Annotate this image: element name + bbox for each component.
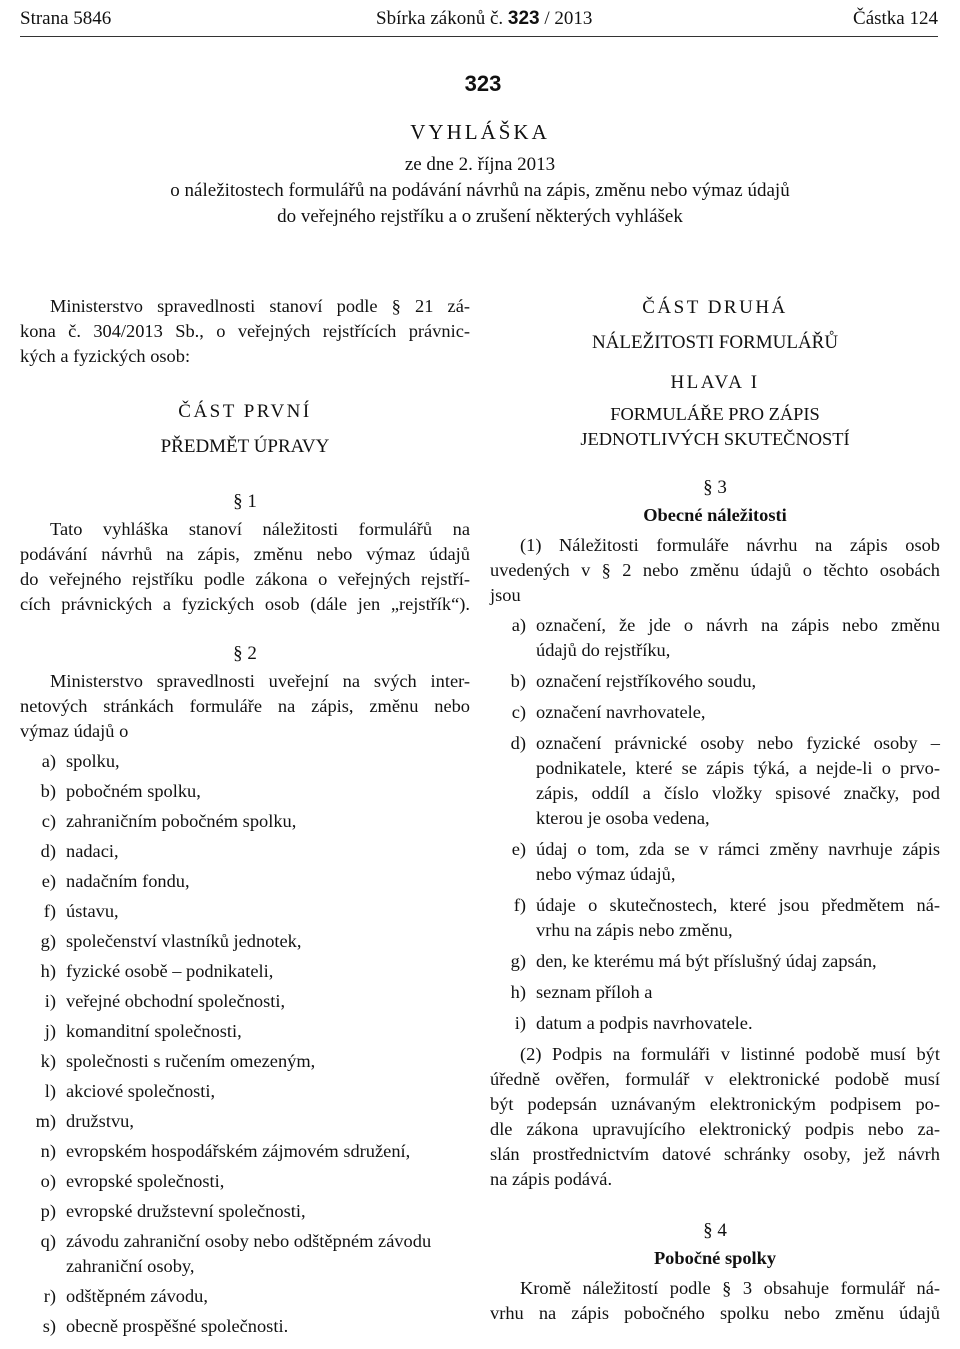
list-item-text: družstvu, xyxy=(66,1111,134,1131)
list-item-line: údaj o tom, zda se v rámci změny navrhuje zápis xyxy=(536,839,940,859)
list-item-text: veřejné obchodní společnosti, xyxy=(66,991,286,1011)
list-item-text xyxy=(536,837,940,887)
paragraph-line: do veřejného rejstříku podle zákona o veřejných rejstří- xyxy=(20,569,470,589)
paragraph-line: Kromě náležitostí podle § 3 obsahuje formulář ná- xyxy=(520,1278,940,1298)
list-item xyxy=(20,1019,470,1044)
list-item-text xyxy=(536,980,940,1005)
list-item-text xyxy=(536,1011,940,1036)
list-item-marker: n) xyxy=(40,1141,56,1161)
list-item-line: datum a podpis navrhovatele. xyxy=(536,1013,753,1033)
list-item-text: evropské družstevní společnosti, xyxy=(66,1201,306,1221)
list-item-line: údajů do rejstříku, xyxy=(536,640,671,660)
list-item-marker: c) xyxy=(511,702,526,722)
list-item-text: obecně prospěšné společnosti. xyxy=(66,1316,289,1336)
list-item-text xyxy=(536,669,940,694)
list-item-text: závodu zahraniční osoby nebo odštěpném závodu zahraniční osoby, xyxy=(66,1231,432,1276)
paragraph-line: Tato vyhláška stanoví náležitosti formulářů na xyxy=(50,519,470,539)
paragraph-line: být podepsán uznávaným elektronickým podpisem po- xyxy=(490,1094,940,1114)
chapter-title-line: JEDNOTLIVÝCH SKUTEČNOSTÍ xyxy=(580,429,850,449)
list-item xyxy=(20,1079,470,1104)
list-item-marker: c) xyxy=(41,811,56,831)
list-item-text xyxy=(536,731,940,831)
list-item-marker: d) xyxy=(40,841,56,861)
list-item xyxy=(20,1229,470,1279)
paragraph-line: výmaz údajů o xyxy=(20,721,129,741)
part-subheading: PŘEDMĚT ÚPRAVY xyxy=(160,436,330,457)
list-item xyxy=(20,1049,470,1074)
list-item xyxy=(20,929,470,954)
collection-title xyxy=(376,8,592,30)
list-item-line: nebo výmaz údajů, xyxy=(536,864,676,884)
intro-line: Ministerstvo spravedlnosti stanoví podle § 21 zá- xyxy=(50,296,470,316)
list-item-marker: f) xyxy=(43,901,56,921)
list-item xyxy=(20,1284,470,1309)
header-rule xyxy=(20,36,938,37)
list-item-text: zahraničním pobočném spolku, xyxy=(66,811,297,831)
list-item-marker: h) xyxy=(510,982,526,1002)
paragraph-line: dle zákona upravujícího elektronický podpis nebo za- xyxy=(490,1119,940,1139)
section-title: Obecné náležitosti xyxy=(643,505,787,525)
list-item-text: fyzické osobě – podnikateli, xyxy=(66,961,274,981)
part-label: Částka 124 xyxy=(853,8,938,29)
section-2-list xyxy=(20,749,470,1339)
section-2-paragraph xyxy=(20,669,470,744)
intro-paragraph xyxy=(20,294,470,369)
paragraph-line: Ministerstvo spravedlnosti uveřejní na svých inter- xyxy=(50,671,470,691)
list-item-line: vrhu na zápis nebo změnu, xyxy=(536,920,733,940)
list-item xyxy=(20,959,470,984)
list-item xyxy=(490,980,940,1005)
list-item-line: seznam příloh a xyxy=(536,982,653,1002)
list-item-marker: h) xyxy=(40,961,56,981)
right-column xyxy=(490,294,940,1326)
section-3-list xyxy=(490,613,940,1036)
section-sign: § 1 xyxy=(233,491,257,512)
list-item-marker: f) xyxy=(513,895,526,915)
list-item xyxy=(20,809,470,834)
list-item-line: den, ke kterému má být příslušný údaj zapsán, xyxy=(536,951,877,971)
section-3-paragraph-1 xyxy=(490,533,940,608)
list-item-line: označení rejstříkového soudu, xyxy=(536,671,757,691)
list-item-line: označení navrhovatele, xyxy=(536,702,706,722)
list-item xyxy=(20,869,470,894)
paragraph-line: cích právnických a fyzických osob (dále jen „rejstřík“). xyxy=(20,594,470,614)
chapter-title-line: FORMULÁŘE PRO ZÁPIS xyxy=(610,404,820,424)
list-item-text: komanditní společnosti, xyxy=(66,1021,242,1041)
list-item-marker: s) xyxy=(42,1316,56,1336)
paragraph-line: slán prostřednictvím datové schránky osoby, jež návrh xyxy=(490,1144,940,1164)
list-item-text: spolku, xyxy=(66,751,120,771)
list-item xyxy=(20,989,470,1014)
list-item-text: nadačním fondu, xyxy=(66,871,190,891)
list-item xyxy=(490,669,940,694)
list-item-marker: p) xyxy=(40,1201,56,1221)
part-heading: ČÁST PRVNÍ xyxy=(178,401,312,422)
part-heading: ČÁST DRUHÁ xyxy=(642,297,788,318)
list-item-text: nadaci, xyxy=(66,841,119,861)
list-item-marker: e) xyxy=(41,871,56,891)
section-sign: § 2 xyxy=(233,643,257,664)
list-item-text: ústavu, xyxy=(66,901,119,921)
chapter-heading: HLAVA I xyxy=(670,372,760,393)
list-item-marker: m) xyxy=(35,1111,56,1131)
list-item-text xyxy=(536,700,940,725)
list-item-line: označení, že jde o návrh na zápis nebo změnu xyxy=(536,615,940,635)
list-item-text: společnosti s ručením omezeným, xyxy=(66,1051,316,1071)
list-item-text: odštěpném závodu, xyxy=(66,1286,208,1306)
section-sign: § 3 xyxy=(703,477,727,498)
list-item-marker: a) xyxy=(511,615,526,635)
list-item xyxy=(20,1169,470,1194)
list-item xyxy=(490,1011,940,1036)
list-item-marker: g) xyxy=(40,931,56,951)
list-item xyxy=(20,1199,470,1224)
list-item-marker: d) xyxy=(510,733,526,753)
list-item-marker: i) xyxy=(514,1013,526,1033)
intro-line: kých a fyzických osob: xyxy=(20,346,191,366)
list-item-text: evropském hospodářském zájmovém sdružení, xyxy=(66,1141,411,1161)
list-item xyxy=(20,1314,470,1339)
list-item-text: pobočném spolku, xyxy=(66,781,201,801)
list-item-line: zápis, oddíl a číslo vložky spisové značky, pod xyxy=(536,783,940,803)
list-item-line: údaje o skutečnostech, které jsou předmětem ná- xyxy=(536,895,940,915)
list-item-line: podnikatele, které se zápis týká, a nejde-li o prvo- xyxy=(536,758,940,778)
regulation-number: 323 xyxy=(464,71,502,96)
list-item-text: akciové společnosti, xyxy=(66,1081,216,1101)
section-title: Pobočné spolky xyxy=(653,1248,777,1268)
paragraph-line: úředně ověřen, formulář v elektronické podobě musí xyxy=(490,1069,940,1089)
paragraph-line: podávání návrhů na zápis, změnu nebo výmaz údajů xyxy=(20,544,470,564)
section-3-paragraph-2 xyxy=(490,1042,940,1192)
list-item-marker: e) xyxy=(511,839,526,859)
list-item-marker: j) xyxy=(44,1021,56,1041)
paragraph-line: uvedených v § 2 nebo změnu údajů o těchto osobách xyxy=(490,560,940,580)
list-item xyxy=(490,613,940,663)
list-item-marker: k) xyxy=(40,1051,56,1071)
list-item-marker: a) xyxy=(41,751,56,771)
list-item xyxy=(490,731,940,831)
page-number: Strana 5846 xyxy=(20,8,112,29)
section-1-paragraph xyxy=(20,517,470,617)
list-item-text xyxy=(536,613,940,663)
list-item-marker: r) xyxy=(43,1286,56,1306)
list-item xyxy=(20,1109,470,1134)
list-item xyxy=(20,1139,470,1164)
list-item xyxy=(490,949,940,974)
list-item-line: označení právnické osoby nebo fyzické osoby – xyxy=(536,733,940,753)
regulation-kind: VYHLÁŠKA xyxy=(410,120,550,144)
list-item-text: společenství vlastníků jednotek, xyxy=(66,931,302,951)
list-item xyxy=(490,700,940,725)
intro-line: kona č. 304/2013 Sb., o veřejných rejstřících právnic- xyxy=(20,321,470,341)
paragraph-line: (1) Náležitosti formuláře návrhu na zápis osob xyxy=(520,535,940,555)
section-4-paragraph xyxy=(490,1276,940,1326)
collection-number: 323 xyxy=(507,8,540,29)
list-item-marker: g) xyxy=(510,951,526,971)
list-item-text xyxy=(536,949,940,974)
list-item-text xyxy=(536,893,940,943)
paragraph-line: (2) Podpis na formuláři v listinné podobě musí být xyxy=(520,1044,940,1064)
collection-name: Sbírka zákonů č. xyxy=(376,8,504,29)
list-item-text: evropské společnosti, xyxy=(66,1171,225,1191)
list-item xyxy=(20,779,470,804)
list-item-marker: q) xyxy=(40,1231,56,1251)
list-item-marker: b) xyxy=(40,781,56,801)
list-item xyxy=(490,837,940,887)
list-item-marker: b) xyxy=(510,671,526,691)
paragraph-line: jsou xyxy=(490,585,521,605)
left-column xyxy=(20,294,470,1344)
paragraph-line: netových stránkách formuláře na zápis, změnu nebo xyxy=(20,696,470,716)
regulation-date: ze dne 2. října 2013 xyxy=(404,154,556,175)
section-sign: § 4 xyxy=(703,1220,727,1241)
list-item-line: kterou je osoba vedena, xyxy=(536,808,710,828)
list-item xyxy=(20,839,470,864)
page-header xyxy=(20,4,938,34)
regulation-subject-line: do veřejného rejstříku a o zrušení některých vyhlášek xyxy=(277,206,683,227)
paragraph-line: na zápis podává. xyxy=(490,1169,613,1189)
list-item xyxy=(20,749,470,774)
list-item-marker: i) xyxy=(44,991,56,1011)
title-block xyxy=(0,70,960,230)
list-item-marker: o) xyxy=(40,1171,56,1191)
part-subheading: NÁLEŽITOSTI FORMULÁŘŮ xyxy=(591,332,839,353)
list-item-marker: l) xyxy=(44,1081,56,1101)
paragraph-line: vrhu na zápis pobočného spolku nebo změnu údajů xyxy=(490,1303,940,1323)
list-item xyxy=(20,899,470,924)
regulation-subject-line: o náležitostech formulářů na podávání návrhů na zápis, změnu nebo výmaz údajů xyxy=(170,180,790,201)
list-item xyxy=(490,893,940,943)
collection-year: / 2013 xyxy=(544,8,593,29)
